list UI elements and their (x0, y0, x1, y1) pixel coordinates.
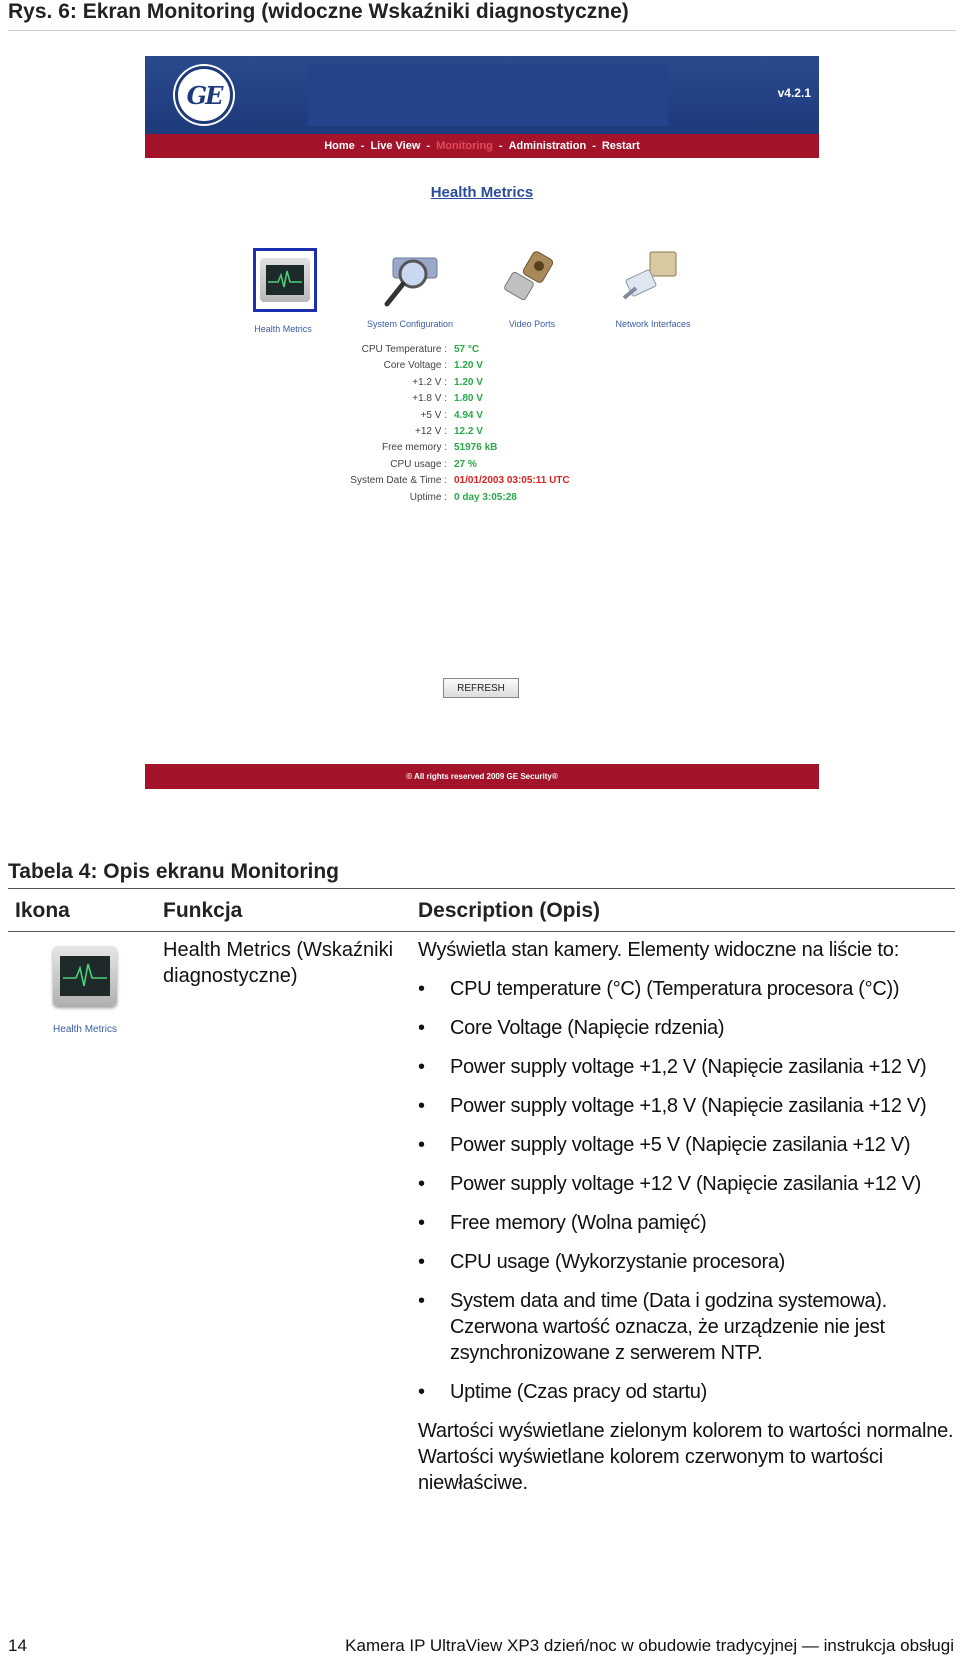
nav-live-view[interactable]: Live View (370, 140, 421, 152)
metric-row (325, 440, 655, 456)
metric-key: CPU usage : (390, 458, 447, 470)
metric-row (325, 342, 655, 358)
metric-value: 1.80 V (454, 393, 483, 405)
metric-row (325, 391, 655, 407)
nav-separator: - (426, 140, 431, 152)
table-function-cell: Health Metrics (Wskaźniki diagnostyczne) (163, 939, 394, 987)
monitor-icon (260, 258, 310, 302)
metric-key: +12 V : (415, 426, 447, 438)
description-outro: Wartości wyświetlane zielonym kolorem to wartości normalne. Wartości wyświetlane kolorem czerwonym to wartości niewłaściwe. (418, 1420, 954, 1494)
magnifier-icon (375, 252, 445, 312)
metric-row (325, 457, 655, 473)
list-item: • System data and time (Data i godzina systemowa). Czerwona wartość oznacza, że urządzenie nie jest zsynchronizowane z serwerem NTP. (418, 1288, 958, 1366)
description-list (418, 976, 958, 1405)
monitor-icon (53, 946, 117, 1006)
nav-administration[interactable]: Administration (508, 140, 587, 152)
ethernet-plug-icon (618, 248, 688, 308)
app-footer: © All rights reserved 2009 GE Security® (145, 764, 819, 789)
table-icon-label: Health Metrics (53, 1024, 117, 1035)
metrics-list (325, 342, 655, 506)
list-item: • Uptime (Czas pracy od startu) (418, 1379, 958, 1405)
metric-key: +1.2 V : (412, 376, 447, 388)
metric-value: 1.20 V (454, 360, 483, 372)
metric-key: +5 V : (420, 409, 447, 421)
category-icons (243, 248, 713, 348)
metric-key: Core Voltage : (383, 360, 447, 372)
bnc-connector-icon (497, 248, 567, 308)
metric-row (325, 375, 655, 391)
page-title-text: Health Metrics (430, 184, 534, 201)
metric-value: 57 °C (454, 344, 480, 355)
nav-separator: - (360, 140, 365, 152)
metric-key: CPU Temperature : (361, 344, 447, 355)
health-metrics-selected-frame (253, 248, 317, 312)
ge-logo[interactable] (175, 66, 233, 124)
nav-home[interactable]: Home (324, 140, 355, 152)
nav-separator: - (592, 140, 596, 152)
nav-restart[interactable]: Restart (601, 140, 640, 152)
metric-row (325, 408, 655, 424)
page-title (145, 184, 819, 201)
logo-text: GE (186, 80, 222, 110)
metric-row (325, 424, 655, 440)
metric-key: System Date & Time : (350, 475, 447, 487)
monitoring-screenshot (145, 56, 819, 789)
header-panel (308, 64, 668, 126)
refresh-button[interactable]: REFRESH (443, 678, 519, 698)
metric-row (325, 490, 655, 506)
table-header (8, 888, 955, 932)
metric-value: 27 % (454, 458, 477, 470)
nav-monitoring[interactable]: Monitoring (436, 140, 493, 152)
metric-key: +1.8 V : (412, 393, 447, 405)
header-description: Description (Opis) (418, 899, 601, 922)
health-metrics-label: Health Metrics (254, 324, 312, 334)
metric-row (325, 473, 655, 489)
metric-value-alert: 01/01/2003 03:05:11 UTC (454, 475, 570, 487)
header-icon: Ikona (15, 899, 70, 922)
table-icon-cell (40, 946, 130, 1035)
app-header (145, 56, 819, 134)
metric-value: 51976 kB (454, 442, 498, 454)
header-function: Funkcja (163, 899, 243, 922)
metric-key: Free memory : (381, 442, 447, 454)
list-item: • Power supply voltage +5 V (Napięcie zasilania +12 V) (418, 1132, 958, 1158)
metric-value: 0 day 3:05:28 (454, 491, 517, 503)
metric-value: 12.2 V (454, 426, 483, 438)
metric-key: Uptime : (409, 491, 447, 503)
list-item: • Free memory (Wolna pamięć) (418, 1210, 958, 1236)
list-item: • Power supply voltage +1,2 V (Napięcie zasilania +12 V) (418, 1054, 958, 1080)
system-configuration-label: System Configuration (366, 319, 454, 329)
list-item: • Power supply voltage +12 V (Napięcie zasilania +12 V) (418, 1171, 958, 1197)
figure-caption: Rys. 6: Ekran Monitoring (widoczne Wskaźniki diagnostyczne) (8, 0, 956, 31)
version-label: v4.2.1 (777, 86, 811, 100)
page-footer: Kamera IP UltraView XP3 dzień/noc w obudowie tradycyjnej — instrukcja obsługi (345, 1636, 954, 1655)
list-item: • Core Voltage (Napięcie rdzenia) (418, 1015, 958, 1041)
metric-value: 4.94 V (454, 409, 483, 421)
table-caption: Tabela 4: Opis ekranu Monitoring (8, 860, 339, 883)
metric-value: 1.20 V (454, 376, 483, 388)
page-number: 14 (8, 1636, 27, 1655)
video-ports-label: Video Ports (508, 319, 556, 329)
network-interfaces-label: Network Interfaces (615, 319, 691, 329)
list-item: • CPU usage (Wykorzystanie procesora) (418, 1249, 958, 1275)
table-description-cell (418, 937, 958, 1496)
nav-separator: - (498, 140, 503, 152)
list-item: • CPU temperature (°C) (Temperatura procesora (°C)) (418, 976, 958, 1002)
list-item: • Power supply voltage +1,8 V (Napięcie zasilania +12 V) (418, 1093, 958, 1119)
description-intro: Wyświetla stan kamery. Elementy widoczne na liście to: (418, 939, 900, 961)
main-nav (145, 134, 819, 158)
metric-row (325, 358, 655, 374)
